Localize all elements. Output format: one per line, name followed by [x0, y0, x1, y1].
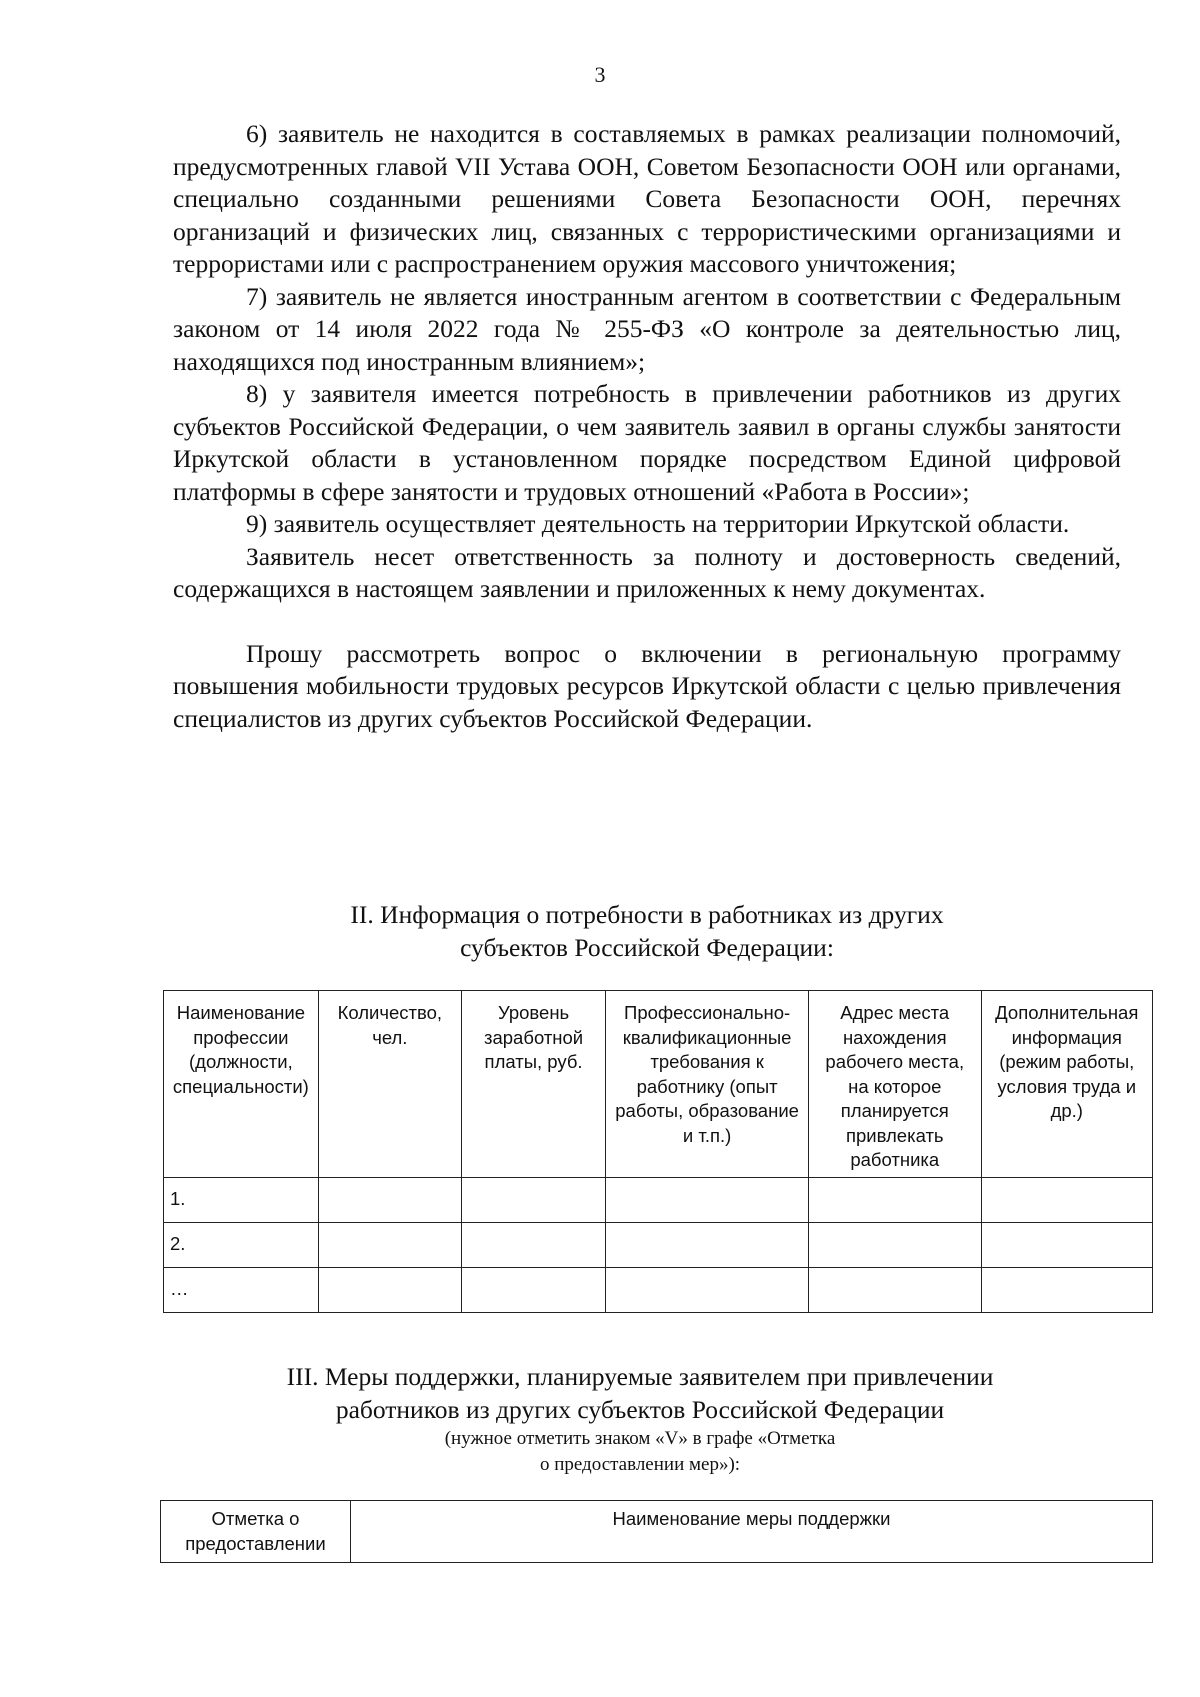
table-row: [164, 1177, 1153, 1222]
table-cell[interactable]: [981, 1222, 1152, 1267]
header-mark: Отметка о предоставлении: [161, 1501, 351, 1563]
paragraph-responsibility: Заявитель несет ответственность за полноту и достоверность сведений, содержащихся в настоящем заявлении и приложенных к нему документах.: [173, 541, 1121, 603]
table-cell[interactable]: [809, 1267, 982, 1312]
row-number: 2.: [164, 1222, 319, 1267]
spacer: [173, 606, 1121, 638]
worker-demand-table: [163, 990, 1153, 1313]
row-number: 1.: [164, 1177, 319, 1222]
table-cell[interactable]: [981, 1267, 1152, 1312]
table-cell[interactable]: [461, 1177, 605, 1222]
paragraph-condition-6: 6) заявитель не находится в составляемых в рамках реализации полномочий, предусмотренных главой VII Устава ООН, Советом Безопасности ООН или органами, специально созданными решениями Совета Безопасности ООН, перечнях организаций и физических лиц, связанных с террористическими организациями и террористами или с распространением оружия массового уничтожения;: [173, 119, 1121, 278]
table-header-row: [164, 991, 1153, 1178]
conditions-text: [173, 118, 1121, 735]
table-cell[interactable]: [606, 1222, 809, 1267]
header-profession: Наименование профессии (должности, специальности): [164, 991, 319, 1178]
section-3-title-line-1: III. Меры поддержки, планируемые заявителем при привлечении: [286, 1362, 994, 1391]
table-cell[interactable]: [461, 1222, 605, 1267]
table-cell[interactable]: [318, 1177, 461, 1222]
row-number: …: [164, 1267, 319, 1312]
section-2-heading: [173, 898, 1121, 964]
header-measure-name: Наименование меры поддержки: [350, 1501, 1152, 1563]
section-3-note-line-2: о предоставлении мер»):: [539, 1454, 741, 1475]
paragraph-request: Прошу рассмотреть вопрос о включении в региональную программу повышения мобильности трудовых ресурсов Иркутской области с целью привлечения специалистов из других субъектов Российской Федерации.: [173, 638, 1121, 733]
table-cell[interactable]: [809, 1177, 982, 1222]
table-cell[interactable]: [981, 1177, 1152, 1222]
page-number: 3: [594, 62, 606, 87]
header-additional-info: Дополнительная информация (режим работы, условия труда и др.): [981, 991, 1152, 1178]
header-workplace-address: Адрес места нахождения рабочего места, на которое планируется привлекать работника: [809, 991, 982, 1178]
table-row: [164, 1267, 1153, 1312]
table-cell[interactable]: [606, 1177, 809, 1222]
section-2-title-line-1: II. Информация о потребности в работниках из других: [350, 900, 944, 929]
section-3-title-line-2: работников из других субъектов Российской Федерации: [335, 1395, 945, 1424]
table-cell[interactable]: [461, 1267, 605, 1312]
table-row: [164, 1222, 1153, 1267]
header-quantity: Количество, чел.: [318, 991, 461, 1178]
section-3-heading: [160, 1360, 1120, 1478]
table-cell[interactable]: [606, 1267, 809, 1312]
table-cell[interactable]: [318, 1222, 461, 1267]
table-cell[interactable]: [318, 1267, 461, 1312]
paragraph-condition-9: 9) заявитель осуществляет деятельность на территории Иркутской области.: [246, 509, 1070, 538]
support-measures-table: [160, 1500, 1153, 1563]
section-2-title-line-2: субъектов Российской Федерации:: [460, 933, 834, 962]
header-salary: Уровень заработной платы, руб.: [461, 991, 605, 1178]
paragraph-condition-7: 7) заявитель не является иностранным агентом в соответствии с Федеральным законом от 14 июля 2022 года № 255-ФЗ «О контроле за деятельностью лиц, находящихся под иностранным влиянием»;: [173, 281, 1121, 376]
paragraph-condition-8: 8) у заявителя имеется потребность в привлечении работников из других субъектов Российской Федерации, о чем заявитель заявил в органы службы занятости Иркутской области в установленном порядке посредством Единой цифровой платформы в сфере занятости и трудовых отношений «Работа в России»;: [173, 379, 1121, 506]
table-header-row: [161, 1501, 1153, 1563]
section-3-note-line-1: (нужное отметить знаком «V» в графе «Отметка: [444, 1428, 836, 1449]
header-requirements: Профессионально-квалификационные требования к работнику (опыт работы, образование и т.п.): [606, 991, 809, 1178]
table-cell[interactable]: [809, 1222, 982, 1267]
